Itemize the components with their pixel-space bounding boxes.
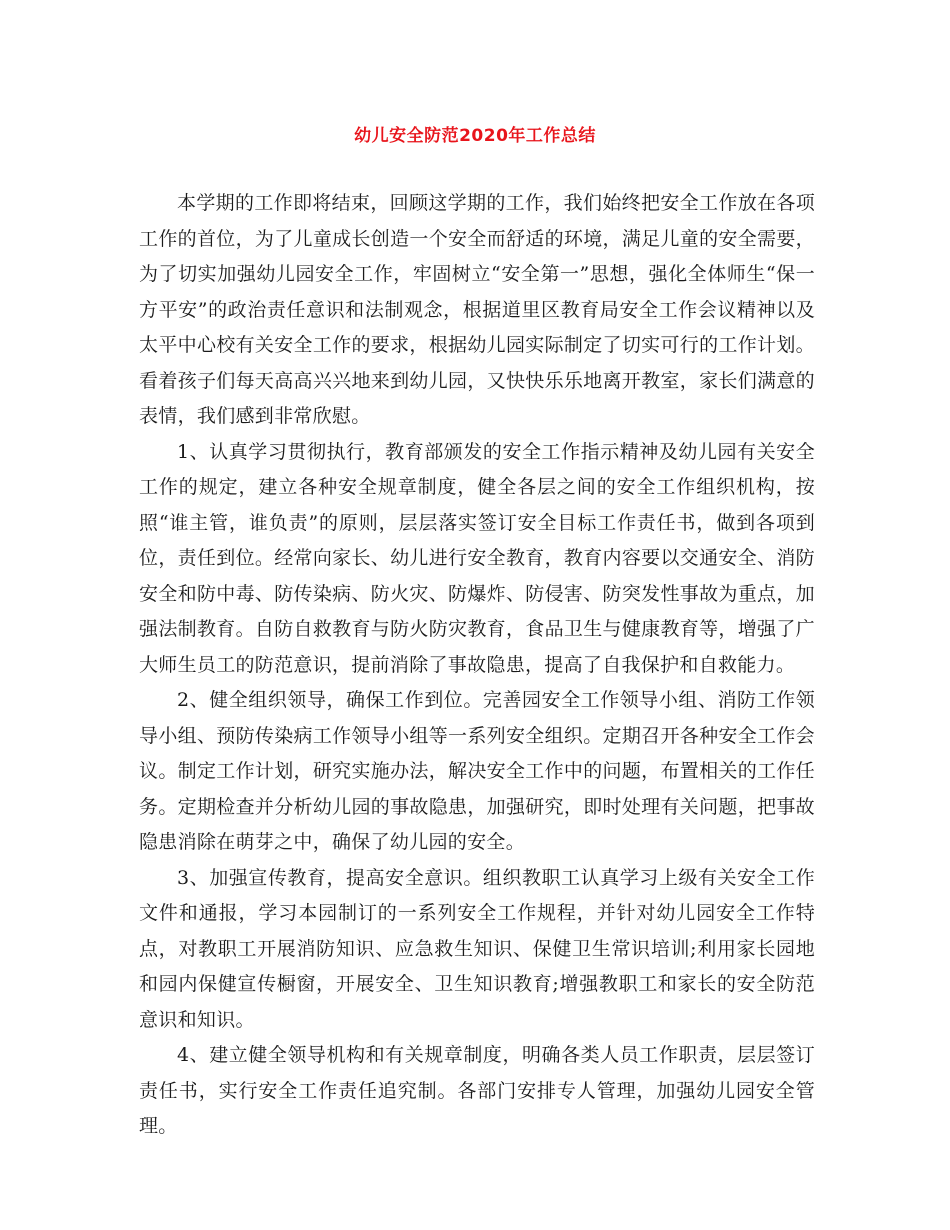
paragraph-item-3: 3、加强宣传教育，提高安全意识。组织教职工认真学习上级有关安全工作文件和通报，学习本园制订的一系列安全工作规程，并针对幼儿园安全工作特点，对教职工开展消防知识、应急救生知识、保健卫生常识培训;利用家长园地和园内保健宣传橱窗，开展安全、卫生知识教育;增强教职工和家长的安全防范意识和知识。 [139,866,815,1031]
paragraph-item-2: 2、健全组织领导，确保工作到位。完善园安全工作领导小组、消防工作领导小组、预防传染病工作领导小组等一系列安全组织。定期召开各种安全工作会议。制定工作计划，研究实施办法，解决安全工作中的问题，布置相关的工作任务。定期检查并分析幼儿园的事故隐患，加强研究，即时处理有关问题，把事故隐患消除在萌芽之中，确保了幼儿园的安全。 [139,689,815,853]
paragraph-item-4: 4、建立健全领导机构和有关规章制度，明确各类人员工作职责，层层签订责任书，实行安全工作责任追究制。各部门安排专人管理，加强幼儿园安全管理。 [139,1044,815,1137]
paragraph-item-1: 1、认真学习贯彻执行，教育部颁发的安全工作指示精神及幼儿园有关安全工作的规定，建立各种安全规章制度，健全各层之间的安全工作组织机构，按照“谁主管，谁负责”的原则，层层落实签订安全目标工作责任书，做到各项到位，责任到位。经常向家长、幼儿进行安全教育，教育内容要以交通安全、消防安全和防中毒、防传染病、防火灾、防爆炸、防侵害、防突发性事故为重点，加强法制教育。自防自救教育与防火防灾教育，食品卫生与健康教育等，增强了广大师生员工的防范意识，提前消除了事故隐患，提高了自我保护和自救能力。 [139,440,815,676]
intro-paragraph: 本学期的工作即将结束，回顾这学期的工作，我们始终把安全工作放在各项工作的首位，为了儿童成长创造一个安全而舒适的环境，满足儿童的安全需要，为了切实加强幼儿园安全工作，牢固树立“安全第一”思想，强化全体师生“保一方平安”的政治责任意识和法制观念，根据道里区教育局安全工作会议精神以及太平中心校有关安全工作的要求，根据幼儿园实际制定了切实可行的工作计划。看着孩子们每天高高兴兴地来到幼儿园，又快快乐乐地离开教室，家长们满意的表情，我们感到非常欣慰。 [139,192,815,427]
document-body [139,186,815,1145]
document-title: 幼儿安全防范2020年工作总结 [354,126,596,146]
